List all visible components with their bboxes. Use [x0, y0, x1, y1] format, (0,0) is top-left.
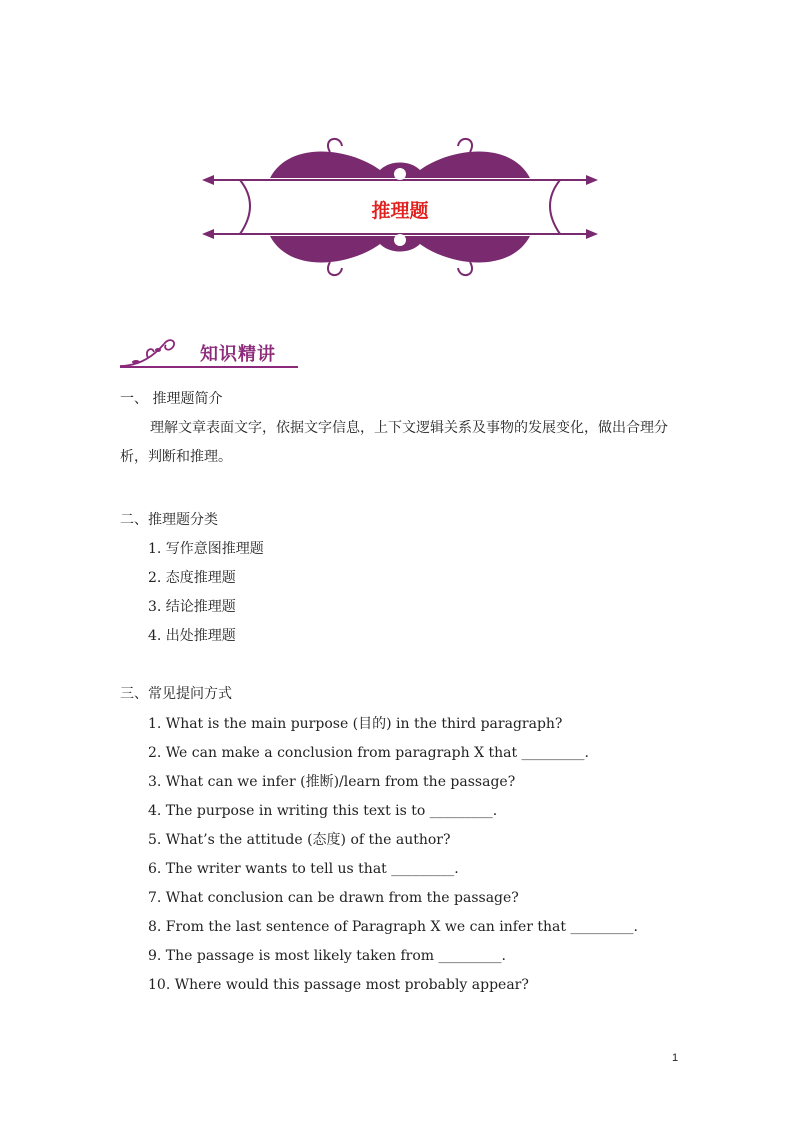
list-item: 4. 出处推理题: [148, 628, 236, 644]
list-item: 5. What’s the attitude (态度) of the author?: [148, 832, 451, 848]
list-item: 1. What is the main purpose (目的) in the third paragraph?: [148, 716, 563, 732]
part1-paragraph: 理解文章表面文字，依据文字信息，上下文逻辑关系及事物的发展变化，做出合理分析，判断和推理。: [120, 420, 668, 465]
list-item: 3. What can we infer (推断)/learn from the passage?: [148, 774, 516, 790]
list-item: 1. 写作意图推理题: [148, 541, 264, 557]
part3-heading: 三、常见提问方式: [120, 686, 232, 702]
list-item: 8. From the last sentence of Paragraph X we can infer that _________.: [148, 919, 638, 935]
list-item: 10. Where would this passage most probably appear?: [148, 977, 529, 993]
list-item: 3. 结论推理题: [148, 599, 236, 615]
list-item: 7. What conclusion can be drawn from the passage?: [148, 890, 519, 906]
section-title: 知识精讲: [200, 344, 276, 365]
banner-title: 推理题: [371, 200, 429, 222]
list-item: 2. We can make a conclusion from paragraph X that _________.: [148, 745, 589, 761]
list-item: 6. The writer wants to tell us that _________.: [148, 861, 459, 877]
list-item: 2. 态度推理题: [148, 570, 236, 586]
list-item: 9. The passage is most likely taken from _________.: [148, 948, 506, 964]
page-number: 1: [672, 1052, 679, 1064]
part2-heading: 二、推理题分类: [120, 512, 218, 528]
list-item: 4. The purpose in writing this text is to _________.: [148, 803, 498, 819]
section-divider: [120, 366, 298, 368]
part1-heading: 一、 推理题简介: [120, 391, 223, 407]
